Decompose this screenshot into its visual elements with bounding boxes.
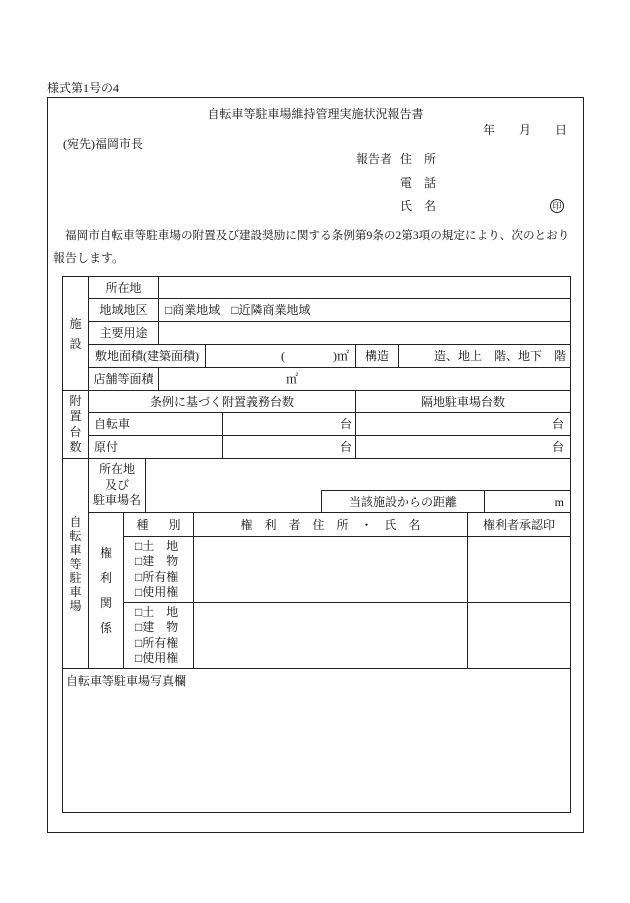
kind-option-usage-right: □使用権 — [135, 585, 179, 599]
distance-label: 当該施設からの距離 — [321, 490, 485, 513]
date-day-label: 日 — [555, 123, 568, 137]
count-row-required-moped: 台 — [222, 435, 356, 459]
location-label-line2: 及び — [104, 477, 129, 492]
kind-header: 種 別 — [123, 512, 194, 537]
remote-count-header: 隔地駐車場台数 — [355, 390, 571, 413]
date-month-label: 月 — [519, 123, 532, 137]
addressee: (宛先)福岡市長 — [63, 137, 143, 151]
count-row-remote-moped: 台 — [355, 435, 571, 459]
facility-zone-value — [158, 298, 571, 322]
intro-text-line1: 福岡市自転車等駐車場の附置及び建設奨励に関する条例第9条の2第3項の規定により、次のとおり — [65, 229, 570, 242]
facility-location-label: 所在地 — [88, 276, 159, 299]
rights-holder-header: 権 利 者 住 所 ・ 氏 名 — [193, 512, 468, 537]
photo-section — [62, 668, 571, 813]
kind-option-land: □土 地 — [135, 604, 179, 619]
distance-value: m — [484, 490, 571, 513]
rights-relation-label — [88, 512, 124, 669]
facility-structure-label: 構造 — [355, 344, 399, 368]
kind-option-land: □土 地 — [135, 538, 179, 553]
count-row-required-bicycle: 台 — [222, 412, 356, 436]
count-row-label-moped: 原付 — [88, 435, 223, 459]
rights-relation-text: 権利関係 — [100, 545, 113, 635]
rights-holder-seal-header: 権利者承認印 — [467, 512, 571, 537]
intro-text-line2: 報告します。 — [53, 251, 125, 265]
rights-row-1-kinds — [123, 536, 194, 603]
facility-section-label — [62, 276, 89, 391]
required-count-header: 条例に基づく附置義務台数 — [88, 390, 356, 413]
kind-option-ownership: □所有権 — [135, 635, 179, 650]
bicycle-parking-location-label — [88, 458, 146, 513]
date-year-label: 年 — [483, 123, 496, 137]
count-row-label-bicycle: 自転車 — [88, 412, 223, 436]
kind-option-building: □建 物 — [135, 554, 179, 568]
reporter-address-label: 住 所 — [400, 152, 437, 166]
form-title: 自転車等駐車場維持管理実施状況報告書 — [207, 107, 424, 121]
rights-row-1-holder — [193, 536, 468, 603]
rights-row-2-kinds — [123, 602, 194, 669]
rights-row-2-holder — [193, 602, 468, 669]
bicycle-parking-section-label — [62, 458, 89, 669]
kind-option-usage-right: □使用権 — [135, 651, 179, 665]
facility-location-value — [158, 276, 571, 299]
form-number: 様式第1号の4 — [47, 81, 120, 95]
location-label-line1: 所在地 — [98, 462, 135, 477]
rights-row-1-seal — [467, 536, 571, 603]
facility-site-area-value: ( )㎡ — [205, 344, 356, 368]
count-row-remote-bicycle: 台 — [355, 412, 571, 436]
reporter-label: 報告者 — [356, 152, 393, 166]
kind-option-ownership: □所有権 — [135, 569, 179, 584]
facility-use-label: 主要用途 — [88, 321, 159, 345]
location-label-line3: 駐車場名 — [92, 493, 141, 508]
bicycle-parking-section-text: 自転車等駐車場 — [69, 514, 82, 613]
seal-mark-icon: 印 — [550, 199, 564, 213]
parking-count-section-text: 附置台数 — [69, 393, 82, 454]
zone-option-commercial: □商業地域 — [165, 303, 221, 317]
parking-count-section-label — [62, 390, 89, 459]
reporter-name-label: 氏 名 — [400, 199, 437, 213]
zone-option-neighborhood-commercial: □近隣商業地域 — [231, 303, 311, 317]
facility-zone-label: 地域地区 — [88, 298, 159, 322]
facility-store-area-value: ㎡ — [158, 367, 571, 391]
facility-use-value — [158, 321, 571, 345]
facility-section-text: 施設 — [69, 316, 82, 351]
facility-store-area-label: 店舗等面積 — [88, 367, 159, 391]
facility-site-area-label: 敷地面積(建築面積) — [88, 344, 206, 368]
kind-option-building: □建 物 — [135, 620, 179, 634]
photo-section-label: 自転車等駐車場写真欄 — [66, 674, 187, 688]
facility-structure-value: 造、地上 階、地下 階 — [398, 344, 571, 368]
rights-row-2-seal — [467, 602, 571, 669]
reporter-phone-label: 電 話 — [400, 176, 437, 190]
